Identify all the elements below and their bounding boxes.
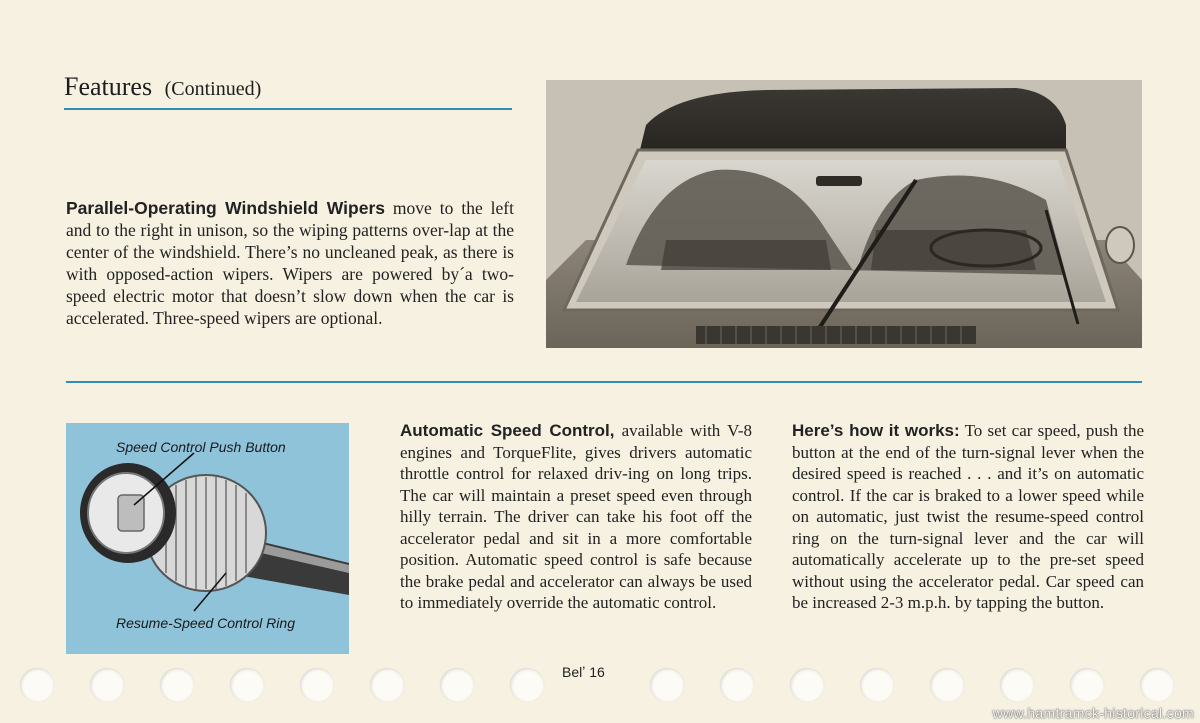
title-subtitle: (Continued): [164, 78, 262, 100]
page-title: [64, 72, 261, 102]
speed-control-text: available with V-8 engines and TorqueFlite, gives drivers automatic throttle control for relaxed driv-ing on long trips. The car will maintain a preset speed even through hilly terrain. The driver can take his foot off the accelerator pedal and sit in a more comfortable position. Automatic speed control is safe because the brake pedal and accelerator can always be used to immediately override the automatic control.: [400, 421, 752, 612]
push-button-caption: Speed Control Push Button: [116, 439, 286, 455]
wipers-text: move to the left and to the right in unison, so the wiping patterns over-lap at the center of the windshield. There’s no uncleaned peak, as there is with opposed-action wipers. Wipers are powered by´a two-speed electric motor that doesn’t slow down when the car is accelerated. Three-speed wipers are optional.: [66, 198, 514, 328]
how-it-works-text: To set car speed, push the button at the end of the turn-signal lever when the desired speed is reached . . . and it’s on automatic control. If the car is braked to a lower speed while on automatic, just twist the resume-speed control ring on the turn-signal lever and the car will automatically accelerate up to the pre-set speed without using the accelerator pedal. Car speed can be increased 2-3 m.p.h. by tapping the button.: [792, 421, 1144, 612]
speed-control-heading: Automatic Speed Control,: [400, 421, 615, 440]
section-rule: [66, 381, 1142, 383]
wipers-paragraph: [66, 197, 514, 329]
wipers-heading: Parallel-Operating Windshield Wipers: [66, 198, 385, 218]
speed-control-photo: [66, 423, 349, 654]
how-it-works-paragraph: [792, 420, 1144, 614]
title-text: Features: [64, 72, 153, 101]
windshield-photo: [546, 80, 1142, 348]
header-rule: [64, 108, 512, 110]
watermark-text: www.hamtramck-historical.com: [992, 705, 1194, 721]
resume-ring-caption: Resume-Speed Control Ring: [116, 615, 295, 631]
windshield-illustration: [546, 80, 1142, 348]
page-number: Belʼ 16: [562, 664, 605, 680]
speed-control-paragraph: [400, 420, 752, 614]
how-it-works-heading: Here’s how it works:: [792, 421, 960, 440]
